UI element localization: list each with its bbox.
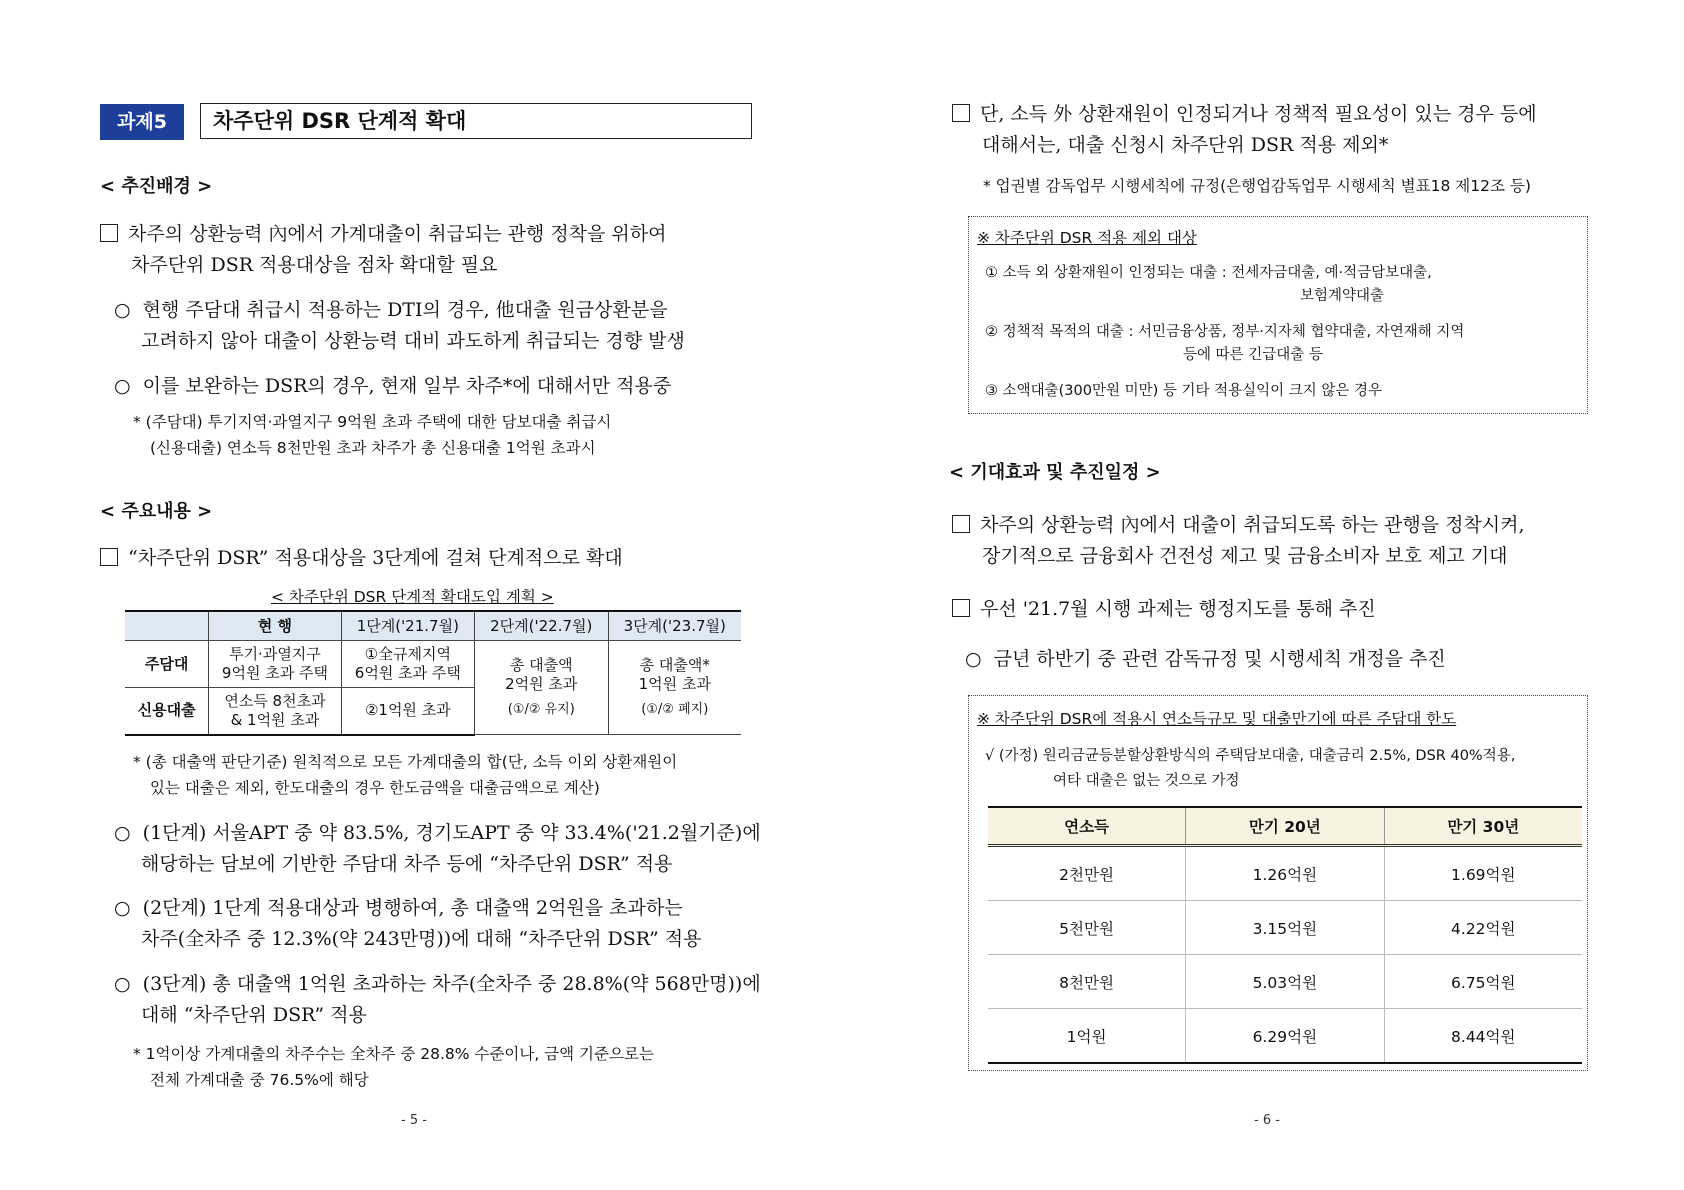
bullet-text-cont: 차주단위 DSR 적용대상을 점차 확대할 필요 <box>131 254 498 276</box>
page-title: 차주단위 DSR 단계적 확대 <box>200 103 752 139</box>
section-heading-background: < 추진배경 > <box>100 176 213 197</box>
checkbox-bullet-icon <box>952 599 970 617</box>
cell-30yr: 1.69억원 <box>1384 846 1582 901</box>
bullet-text: 차주의 상환능력 內에서 가계대출이 취급되는 관행 정착을 위하여 <box>128 223 667 245</box>
cell-current-mortgage <box>209 641 341 688</box>
table-header-empty <box>125 611 209 641</box>
assumption-text-cont: 여타 대출은 없는 것으로 가정 <box>1053 773 1240 789</box>
cell-line: 1억원 초과 <box>638 675 711 693</box>
loan-limit-box-title: ※ 차주단위 DSR에 적용시 연소득규모 및 대출만기에 따른 주담대 한도 <box>977 710 1457 728</box>
footnote-cont: 있는 대출은 제외, 한도대출의 경우 한도금액을 대출금액으로 계산) <box>150 779 600 797</box>
cell-30yr: 8.44억원 <box>1384 1009 1582 1064</box>
cell-line: 투기·과열지구 <box>229 645 321 663</box>
exclusion-box-title: ※ 차주단위 DSR 적용 제외 대상 <box>977 229 1197 247</box>
circle-item-text-cont: 고려하지 않아 대출이 상환능력 대비 과도하게 취급되는 경향 발생 <box>141 330 685 352</box>
circle-item-text: (3단계) 총 대출액 1억원 초과하는 차주(全차주 중 28.8%(약 568만명))에 <box>142 973 761 995</box>
row-label-mortgage: 주담대 <box>125 641 209 688</box>
cell-income: 1억원 <box>988 1009 1186 1064</box>
cell-line: 총 대출액* <box>639 656 710 674</box>
exclusion-item-2-cont: 등에 따른 긴급대출 등 <box>1183 347 1323 363</box>
page-number: - 5 - <box>401 1113 427 1128</box>
cell-income: 5천만원 <box>988 901 1186 955</box>
cell-20yr: 5.03억원 <box>1186 955 1384 1009</box>
cell-line: (①/② 유지) <box>507 702 575 717</box>
cell-current-credit <box>209 688 341 735</box>
footnote-cont: (신용대출) 연소득 8천만원 초과 차주가 총 신용대출 1억원 초과시 <box>150 439 596 457</box>
circle-item-text: (2단계) 1단계 적용대상과 병행하여, 총 대출액 2억원을 초과하는 <box>142 897 683 919</box>
circle-item-text-cont: 해당하는 담보에 기반한 주담대 차주 등에 “차주단위 DSR” 적용 <box>141 853 673 875</box>
circle-item-6: ○ 금년 하반기 중 관련 감독규정 및 시행세칙 개정을 추진 <box>965 648 1446 670</box>
circle-item-4: ○ (2단계) 1단계 적용대상과 병행하여, 총 대출액 2억원을 초과하는 <box>114 897 683 919</box>
page-number: - 6 - <box>1254 1113 1280 1128</box>
cell-line: (①/② 폐지) <box>641 702 709 717</box>
bullet-box-5 <box>952 594 1376 624</box>
cell-line: ①全규제지역 <box>364 645 452 663</box>
bullet-box-3 <box>952 99 1537 129</box>
bullet-text-cont: 대해서는, 대출 신청시 차주단위 DSR 적용 제외* <box>982 134 1389 156</box>
cell-line: 2억원 초과 <box>505 675 578 693</box>
footnote: * 1억이상 가계대출의 차주수는 全차주 중 28.8% 수준이나, 금액 기준으로는 <box>133 1045 654 1063</box>
exclusion-item-3: ③ 소액대출(300만원 미만) 등 기타 적용실익이 크지 않은 경우 <box>985 383 1383 399</box>
table-row <box>988 901 1582 955</box>
cell-line: 연소득 8천초과 <box>224 691 326 710</box>
cell-stage2 <box>475 641 608 735</box>
circle-item-1: ○ 현행 주담대 취급시 적용하는 DTI의 경우, 他대출 원금상환분을 <box>114 299 668 321</box>
table-header-current: 현 행 <box>209 611 341 641</box>
table-header-stage2: 2단계('22.7월) <box>475 611 608 641</box>
exclusion-item-2: ② 정책적 목적의 대출 : 서민금융상품, 정부·지자체 협약대출, 자연재해 지역 <box>985 324 1465 340</box>
circle-item-text: 금년 하반기 중 관련 감독규정 및 시행세칙 개정을 추진 <box>993 648 1446 670</box>
cell-line: 9억원 초과 주택 <box>221 664 328 682</box>
bullet-text: 단, 소득 外 상환재원이 인정되거나 정책적 필요성이 있는 경우 등에 <box>980 103 1537 125</box>
cell-line: & 1억원 초과 <box>230 710 320 729</box>
circle-item-text-cont: 대해 “차주단위 DSR” 적용 <box>141 1004 367 1026</box>
task-number-tag: 과제5 <box>100 104 184 140</box>
row-label-credit: 신용대출 <box>125 688 209 735</box>
cell-income: 8천만원 <box>988 955 1186 1009</box>
table-caption: < 차주단위 DSR 단계적 확대도입 계획 > <box>271 588 554 606</box>
bullet-text: 우선 '21.7월 시행 과제는 행정지도를 통해 추진 <box>980 598 1376 620</box>
table-header-stage3: 3단계('23.7월) <box>608 611 741 641</box>
cell-line: 6억원 초과 주택 <box>354 664 461 682</box>
bullet-text-cont: 장기적으로 금융회사 건전성 제고 및 금융소비자 보호 제고 기대 <box>982 545 1508 567</box>
circle-item-text: (1단계) 서울APT 중 약 83.5%, 경기도APT 중 약 33.4%('21.2월기준)에 <box>142 822 761 844</box>
cell-stage1-mortgage <box>341 641 474 688</box>
table-header-20yr: 만기 20년 <box>1186 807 1384 846</box>
footnote: * 업권별 감독업무 시행세칙에 규정(은행업감독업무 시행세칙 별표18 제12조 등) <box>983 177 1531 195</box>
section-heading-effects: < 기대효과 및 추진일정 > <box>949 462 1161 483</box>
assumption-text: √ (가정) 원리금균등분할상환방식의 주택담보대출, 대출금리 2.5%, DSR 40%적용, <box>985 748 1516 764</box>
footnote: * (총 대출액 판단기준) 원칙적으로 모든 가계대출의 합(단, 소득 이외 상환재원이 <box>133 753 678 771</box>
table-header-30yr: 만기 30년 <box>1384 807 1582 846</box>
table-header-income: 연소득 <box>988 807 1186 846</box>
cell-30yr: 6.75억원 <box>1384 955 1582 1009</box>
bullet-box-1 <box>100 219 666 249</box>
cell-20yr: 6.29억원 <box>1186 1009 1384 1064</box>
bullet-text: 차주의 상환능력 內에서 대출이 취급되도록 하는 관행을 정착시켜, <box>980 514 1525 536</box>
table-row <box>988 1009 1582 1064</box>
cell-20yr: 3.15억원 <box>1186 901 1384 955</box>
exclusion-item-1-cont: 보험계약대출 <box>1300 288 1385 304</box>
cell-stage3 <box>608 641 741 735</box>
table-row <box>988 955 1582 1009</box>
cell-20yr: 1.26억원 <box>1186 846 1384 901</box>
cell-stage1-credit: ②1억원 초과 <box>341 688 474 735</box>
exclusion-item-1: ① 소득 외 상환재원이 인정되는 대출 : 전세자금대출, 예·적금담보대출, <box>985 265 1432 281</box>
bullet-text: “차주단위 DSR” 적용대상을 3단계에 걸쳐 단계적으로 확대 <box>128 547 623 569</box>
income-limit-table <box>988 806 1582 1064</box>
cell-line: 총 대출액 <box>509 656 573 674</box>
circle-item-text: 현행 주담대 취급시 적용하는 DTI의 경우, 他대출 원금상환분을 <box>142 299 668 321</box>
circle-item-2: ○ 이를 보완하는 DSR의 경우, 현재 일부 차주*에 대해서만 적용중 <box>114 375 672 397</box>
cell-income: 2천만원 <box>988 846 1186 901</box>
cell-30yr: 4.22억원 <box>1384 901 1582 955</box>
table-header-stage1: 1단계('21.7월) <box>341 611 474 641</box>
section-heading-main: < 주요내용 > <box>100 501 213 522</box>
checkbox-bullet-icon <box>952 515 970 533</box>
checkbox-bullet-icon <box>100 224 118 242</box>
bullet-box-4 <box>952 510 1525 540</box>
circle-item-5: ○ (3단계) 총 대출액 1억원 초과하는 차주(全차주 중 28.8%(약 568만명))에 <box>114 973 761 995</box>
checkbox-bullet-icon <box>100 548 118 566</box>
checkbox-bullet-icon <box>952 104 970 122</box>
dsr-plan-table <box>125 610 741 736</box>
footnote: * (주담대) 투기지역·과열지구 9억원 초과 주택에 대한 담보대출 취급시 <box>133 413 612 431</box>
footnote-cont: 전체 가계대출 중 76.5%에 해당 <box>150 1071 369 1089</box>
circle-item-text-cont: 차주(全차주 중 12.3%(약 243만명))에 대해 “차주단위 DSR” 적용 <box>141 928 702 950</box>
circle-item-3: ○ (1단계) 서울APT 중 약 83.5%, 경기도APT 중 약 33.4%('21.2월기준)에 <box>114 822 761 844</box>
table-row <box>988 846 1582 901</box>
circle-item-text: 이를 보완하는 DSR의 경우, 현재 일부 차주*에 대해서만 적용중 <box>142 375 672 397</box>
bullet-box-2 <box>100 543 623 573</box>
